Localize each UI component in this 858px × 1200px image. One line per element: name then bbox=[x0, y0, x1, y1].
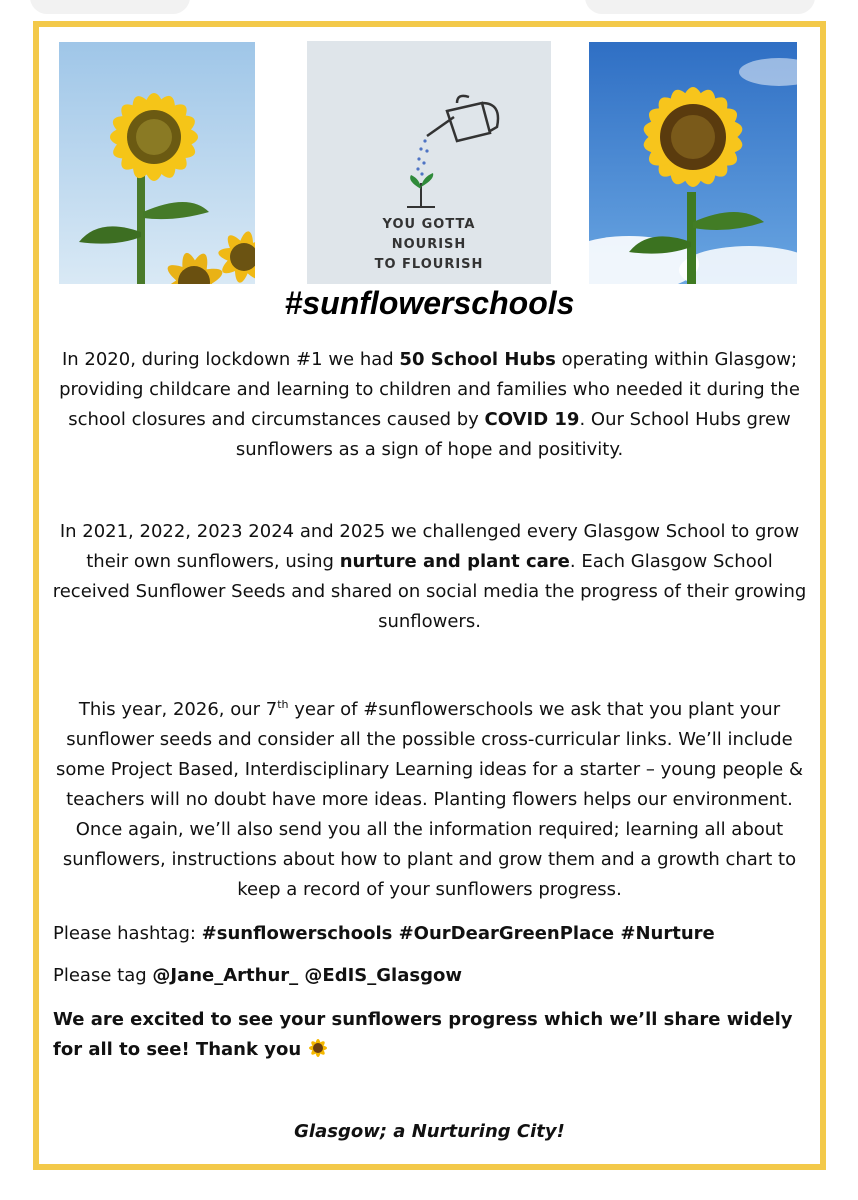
footer-tagline: Glasgow; a Nurturing City! bbox=[294, 1121, 565, 1142]
thank-you-message: We are excited to see your sunflowers progress which we’ll share widely for all to see! Thank you bbox=[53, 1009, 793, 1060]
top-tab-right bbox=[585, 0, 815, 14]
sunflower-photo-left bbox=[59, 42, 255, 284]
page-title: #sunflowerschools bbox=[284, 285, 575, 321]
sunflower-photo-right bbox=[589, 42, 797, 284]
watering-can-icon bbox=[427, 96, 498, 141]
paragraph-2020: In 2020, during lockdown #1 we had 50 School Hubs operating within Glasgow; providing childcare and learning to children and families who needed it during the school closures and circumstances caused by COVID 19. Our School Hubs grew sunflowers as a sign of hope and positivity. bbox=[59, 349, 800, 460]
tag-line: Please tag @Jane_Arthur_ @EdIS_Glasgow bbox=[53, 965, 462, 986]
paragraph-2026: This year, 2026, our 7th year of #sunflowerschools we ask that you plant your sunflower seeds and consider all the possible cross-curricular links. We’ll include some Project Based, Interdisciplinary Learning ideas for a starter – young people & teachers will no doubt have more ideas. Planting flowers helps our environment. Once again, we’ll also send you all the information required; learning all about sunflowers, instructions about how to plant and grow them and a growth chart to keep a record of your sunflowers progress. bbox=[56, 698, 803, 900]
poster-text: YOU GOTTA NOURISH TO FLOURISH bbox=[374, 217, 484, 272]
sprout-icon bbox=[407, 173, 435, 207]
paragraph-2021-2025: In 2021, 2022, 2023 2024 and 2025 we challenged every Glasgow School to grow their own sunflowers, using nurture and plant care. Each Glasgow School received Sunflower Seeds and shared on social media the progress of their growing sunflowers. bbox=[52, 521, 807, 632]
sunflower-emoji-icon bbox=[307, 1037, 329, 1059]
top-tab-left bbox=[30, 0, 190, 14]
hashtag-line: Please hashtag: #sunflowerschools #OurDearGreenPlace #Nurture bbox=[53, 923, 715, 944]
flyer-frame bbox=[33, 21, 826, 1170]
nourish-poster bbox=[307, 41, 551, 284]
